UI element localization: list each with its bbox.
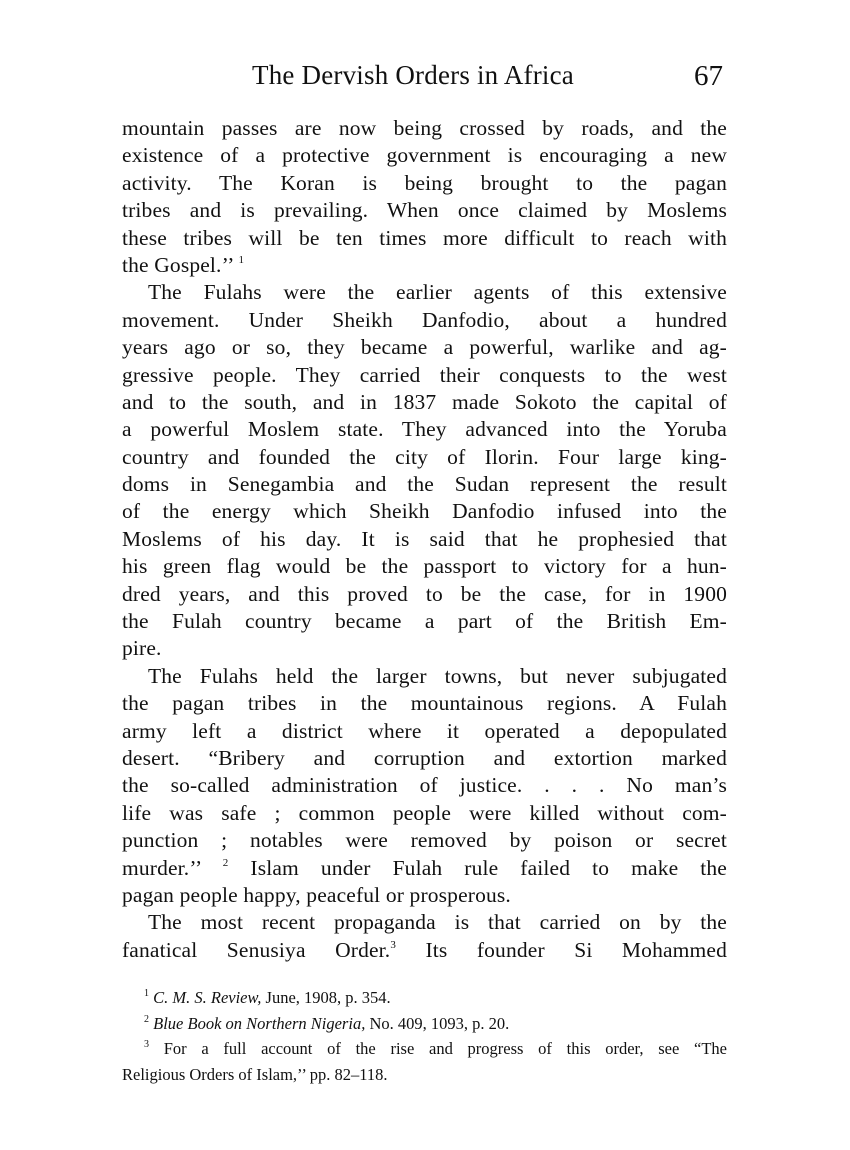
line-text: the Gospel.’’	[122, 252, 234, 277]
running-title: The Dervish Orders in Africa	[252, 60, 574, 90]
footnote-source: Blue Book on Northern Nigeria,	[153, 1013, 366, 1033]
footnote-source: C. M. S. Review,	[153, 988, 262, 1007]
footnote-mark: 2	[144, 1013, 149, 1025]
text-line: his green flag would be the passport to victory for a hun-	[122, 554, 727, 579]
footnote-text: June, 1908, p. 354.	[261, 988, 391, 1007]
footnote-mark: 3	[144, 1039, 149, 1050]
text-line: country and founded the city of Ilorin. Four large king-	[122, 444, 727, 469]
text-line: mountain passes are now being crossed by roads, and the	[122, 116, 727, 140]
footnote-ref: 3	[390, 938, 396, 951]
text-line: The Fulahs held the larger towns, but never subjugated	[148, 663, 727, 688]
text-line: gressive people. They carried their conquests to the west	[122, 362, 727, 387]
page-number: 67	[694, 60, 723, 92]
text-line: activity. The Koran is being brought to the pagan	[122, 170, 727, 195]
footnote-ref: 1	[238, 253, 245, 266]
paragraph	[122, 909, 727, 964]
line-text: Islam under Fulah rule failed to make the	[228, 855, 727, 880]
text-line: life was safe ; common people were killed without com-	[122, 800, 727, 825]
text-line: doms in Senegambia and the Sudan represent the result	[122, 472, 727, 497]
line-text: fanatical Senusiya Order.	[122, 937, 391, 962]
footnote-continuation: Religious Orders of Islam,’’ pp. 82–118.	[122, 1064, 388, 1084]
footnote-ref: 2	[222, 856, 229, 869]
paragraph	[122, 115, 727, 279]
text-line: Moslems of his day. It is said that he prophesied that	[122, 526, 727, 551]
text-line: punction ; notables were removed by poison or secret	[122, 828, 727, 853]
footnote	[122, 985, 727, 1011]
text-line: existence of a protective government is encouraging a new	[122, 143, 727, 168]
footnote-text: No. 409, 1093, p. 20.	[365, 1013, 510, 1033]
text-line	[122, 855, 727, 882]
text-line: the pagan tribes in the mountainous regions. A Fulah	[122, 691, 727, 716]
line-text: murder.’’	[122, 855, 201, 880]
text-line: The Fulahs were the earlier agents of this extensive	[148, 280, 727, 305]
footnotes	[122, 985, 727, 1087]
text-line: pagan people happy, peaceful or prosperous.	[122, 882, 511, 907]
text-line: years ago or so, they became a powerful, warlike and ag-	[122, 335, 727, 360]
text-line: tribes and is prevailing. When once claimed by Moslems	[122, 198, 727, 223]
body-text	[122, 115, 727, 964]
text-line: a powerful Moslem state. They advanced into the Yoruba	[122, 417, 727, 442]
text-line: army left a district where it operated a depopulated	[122, 718, 727, 743]
text-line: The most recent propaganda is that carried on by the	[148, 910, 727, 935]
text-line: desert. “Bribery and corruption and extortion marked	[122, 745, 727, 770]
footnote-mark: 1	[144, 988, 149, 999]
text-line: of the energy which Sheikh Danfodio infused into the	[122, 499, 727, 524]
footnote-text: For a full account of the rise and progress of this order, see “The	[149, 1039, 727, 1058]
paragraph	[122, 279, 727, 662]
text-line: and to the south, and in 1837 made Sokoto the capital of	[122, 389, 727, 414]
text-line: these tribes will be ten times more difficult to reach with	[122, 225, 727, 250]
text-line: movement. Under Sheikh Danfodio, about a hundred	[122, 307, 727, 332]
line-text: Its founder Si Mohammed	[395, 937, 727, 962]
page-header	[122, 60, 727, 100]
text-line: the Fulah country became a part of the British Em-	[122, 609, 727, 634]
footnote	[122, 1036, 727, 1062]
footnote	[122, 1011, 727, 1037]
text-line: dred years, and this proved to be the case, for in 1900	[122, 581, 727, 606]
text-line: pire.	[122, 636, 162, 661]
text-line: the so-called administration of justice. . . . No man’s	[122, 773, 727, 798]
text-line	[122, 937, 727, 964]
text-line	[122, 252, 727, 279]
paragraph	[122, 663, 727, 910]
